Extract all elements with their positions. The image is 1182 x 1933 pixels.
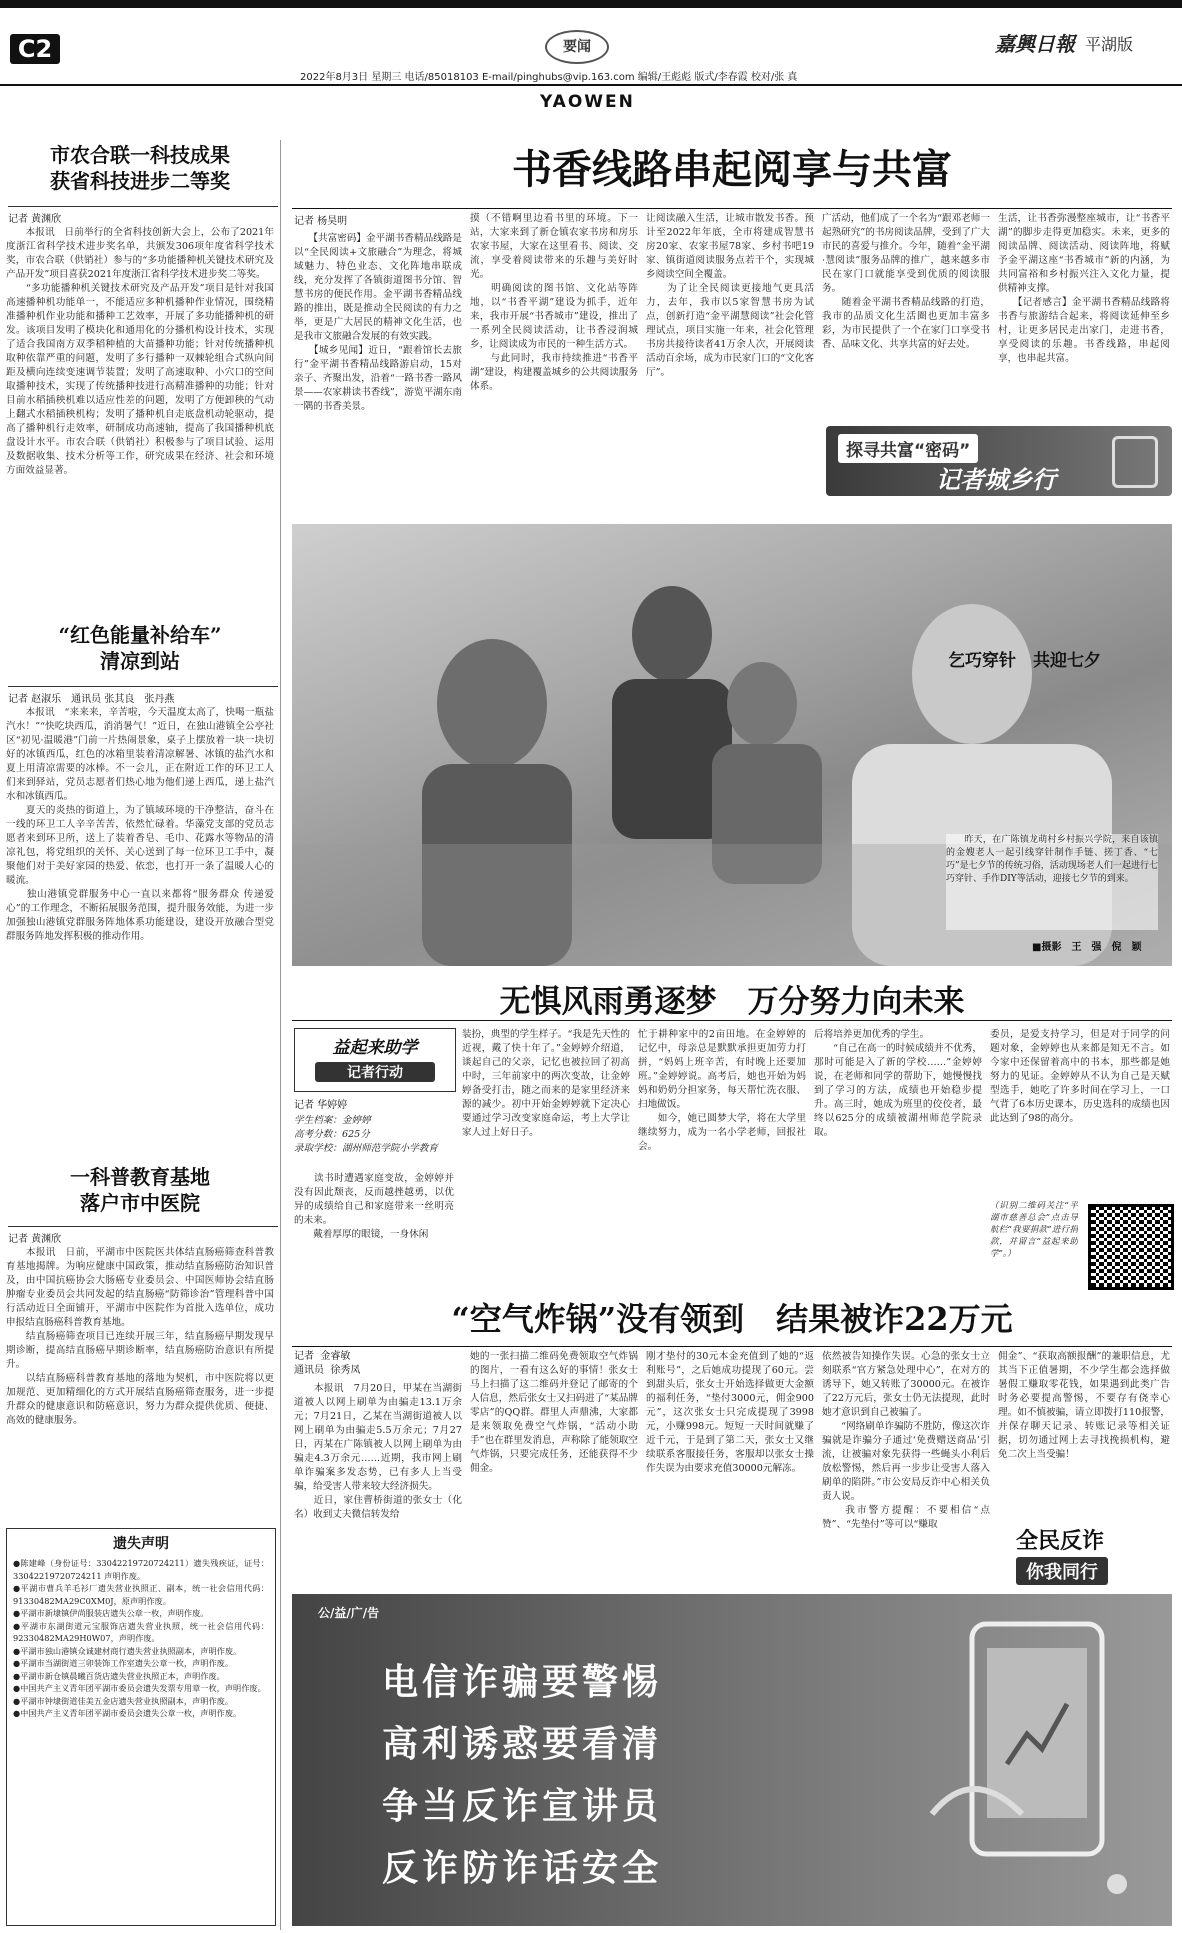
masthead-logo: 嘉興日報	[995, 32, 1075, 56]
ad-line-1: 电信诈骗要警惕	[382, 1661, 663, 1703]
donation-qr-code[interactable]	[1088, 1204, 1174, 1290]
article-6-col1: 本报讯 7月20日，甲某在当湖街道被人以网上刷单为由骗走13.1万余元；7月21日，乙某在当湖街道被人以网上刷单为由骗走5.5万余元；7月27日，丙某在广陈镇被人以网上刷单为由骗走4.3万余元……近期，我市网上刷单诈骗案多发态势，已有多人上当受骗，给受害人带来较大经济损失。 近日，家住曹桥街道的张女士（化名）收到丈夫微信转发给	[294, 1383, 462, 1520]
article-5-rule	[292, 1020, 1172, 1021]
article-4-byline: 记者 杨昊明	[294, 216, 348, 227]
lost-notice-box	[6, 1528, 276, 1926]
campaign-label	[294, 1028, 456, 1092]
article-5-byline: 记者 华婷婷	[294, 1100, 348, 1111]
article-1-title-line2: 获省科技进步二等奖	[50, 169, 230, 193]
article-5-col1: 读书时遭遇家庭变故，金婷婷并没有因此颓丧，反而越挫越勇，以优异的成绩给自己和家庭带来一丝明亮的未来。 戴着厚厚的眼镜，一身休闲	[294, 1173, 454, 1240]
header-rule	[0, 84, 1182, 86]
column-tag-banner	[826, 426, 1172, 496]
article-5-col3: 忙于耕种家中的2亩田地。在金婷婷的记忆中，母亲总是默默承担更加劳力打拼，“妈妈上班辛苦，有时晚上还要加班。”金婷婷说。高考后，她也开始为妈妈和奶奶分担家务，每天帮忙洗衣服、扫地做饭。 如今，她已圆梦大学，将在大学里继续努力，成为一名小学老师，回报社会。	[638, 1029, 806, 1152]
article-4-rule	[292, 208, 1172, 209]
article-4-col4: 广活动，他们成了一个名为“跟邓老师一起熟研究”的书房阅读品牌，受到了广大市民的喜爱与推介。今年，随着“金平湖·慧阅读”服务品牌的推广，越来越多市民在家门口就能享受到优质的阅读服务。 随着金平湖书香精品线路的打造，我市的品质文化生活圈也更加丰富多彩，为市民提供了一个在家门口享受书香、品味文化、共享共富的好去处。	[822, 213, 990, 350]
phone-warning-icon	[912, 1614, 1152, 1904]
article-1-byline: 记者 黄渊欣	[8, 206, 278, 225]
column-tag-title: 探寻共富“密码”	[838, 434, 978, 463]
column-tag-subtitle: 记者城乡行	[936, 465, 1056, 494]
public-service-ad	[292, 1594, 1172, 1926]
anti-fraud-tag	[1016, 1524, 1166, 1586]
article-6-col4: 依然被告知操作失误。心急的张女士立刻联系“官方紧急处理中心”，在对方的诱导下，她又转账了30000元。在被诈了22万元后，张女士仍无法提现，此时她才意识到自己被骗了。 “网络刷单诈骗防不胜防，像这次诈骗就是诈骗分子通过‘免费赠送商品’引流，让被骗对象先获得一些蝇头小利后放松警惕，然后再一步步让受害人落入刷单的陷阱。”市公安局反诈中心相关负责人说。 我市警方提醒：不要相信“点赞”、“先垫付”等可以“赚取	[822, 1351, 990, 1530]
edition-label: 平湖版	[1085, 35, 1134, 54]
article-1-headline	[0, 142, 280, 194]
ad-line-3: 争当反诈宣讲员	[382, 1785, 663, 1827]
article-6-headline: “空气炸锅”没有领到 结果被诈22万元	[451, 1300, 1013, 1338]
news-photo	[292, 524, 1172, 966]
article-1-body: 本报讯 日前举行的全省科技创新大会上，公布了2021年度浙江省科学技术进步奖名单，共颁发306项年度省科学技术奖，市农合联（供销社）参与的“多功能播种机关键技术研究及产品开发”项目喜获2021年度浙江省科学技术进步奖二等奖。 “多功能播种机关键技术研究及产品开发”项目是针对我国高速播种机功能单一，不能适应多种机播种作业情况，围绕精准播种机作业功能和播种工艺效率，开展了多功能播种机的研发。该项目发明了模块化和通用化的分播机构设计技术，实现了适合我国南方双季稻种植的大苗播种功能；针对传统播种机取种依靠严重的问题，发明了多行播种一双棘轮组合式纵向间距及横向连续变速调节装置；发明了高速取种、小穴口的空间取播种技术，实现了传统播种技进行高精准播种的功能；针对目前水稻插秧机难以适应性差的问题，发明了方便卸秧的气动上翻式水稻插秧机构；发明了播种机自走底盘机动轮驱动，提高了播种机行走效率，研制成功高速轴，提高了我国播种机底盘设计水平。市农合联（供销社）积极参与了项目试验、运用及数据收集、技术分析等工作，研究成果在经济、社会和环境方面效益显著。	[6, 227, 274, 476]
figure-4	[912, 604, 1032, 744]
figure-1	[437, 639, 547, 769]
article-2-title-line2: 清凉到站	[100, 649, 180, 673]
article-4-col3: 让阅读融入生活，让城市散发书香。预计至2022年年底，全市将建成智慧书房20家、农家书屋78家、乡村书吧19家、镇街道阅读服务点若干个，实现城乡阅读空间全覆盖。 为了让全民阅读更接地气更具活力，去年，我市以5家智慧书房为试点，创新打造“金平湖慧阅读”社会化管理试点，项目实施一年来，社会化管理书房共接待读者41万余人次，开展阅读活动百余场，成为市民家门口的“文化客厅”。	[646, 213, 814, 378]
column-divider	[280, 140, 281, 1930]
anti-fraud-tag-line1: 全民反诈	[1016, 1528, 1105, 1554]
article-2-body: 本报讯 “来来来，辛苦啦，今天温度太高了，快喝一瓶盐汽水！”“快吃块西瓜，消消暑气！”近日，在独山港镇全公亭社区“初见·温暖港”门前一片热闹景象，桌子上摆放着一块一块切好的冰镇西瓜，红色的冰箱里装着清凉解暑、冰镇的盐汽水和夏上用清凉需要的冰棒。不一会儿，正在附近工作的环卫工人们来到驿站，党员志愿者们热心地为他们递上西瓜，递上盐汽水和冰镇西瓜。 夏天的炎热的街道上，为了镇域环境的干净整洁，奋斗在一线的环卫工人辛辛苦苦，依然忙碌着。华藻党支部的党员志愿者来到环卫所，送上了装着香皂、毛巾、花露水等物品的清凉礼包，将党组织的关怀、关心送到了每一位环卫工手中，凝聚他们对于美好家园的热爱、依恋，也打开一条了温暖人心的暖流。 独山港镇党群服务中心一直以来都将“服务群众 传递爱心”的工作理念，不断拓展服务范围，提升服务效能，为进一步加强独山港镇党群服务阵地体系功能建设，建设开放融合型党群服务阵地发挥积极的推动作用。	[6, 707, 274, 942]
article-6-rule	[292, 1346, 1172, 1347]
ad-line-4: 反诈防诈话安全	[382, 1847, 663, 1889]
anti-fraud-tag-line2: 你我同行	[1016, 1557, 1108, 1585]
article-3-body: 本报讯 日前，平湖市中医院医共体结直肠癌筛查科普教育基地揭牌。为响应健康中国政策，推动结直肠癌防治知识普及，由中国抗癌协会大肠癌专业委员会、中国医师协会结直肠肿瘤专业委员会共同发起的结直肠癌“防筛诊治”管理科普中国行活动近日全面铺开，平湖市中医院作为首批入选单位，成功申报结直肠癌科普教育基地。 结直肠癌筛查项目已连续开展三年，结直肠癌早期发现早期诊断，提高结直肠癌早期诊断率，结直肠癌防治意识有所提升。 以结直肠癌科普教育基地的落地为契机，市中医院将以更加规范、更加精细化的方式开展结直肠癌筛查服务，进一步提升群众的健康意识和防癌意识，努力为群众提供优质、便捷、高效的健康服务。	[6, 1247, 274, 1426]
article-5-col2: 装扮，典型的学生样子。“我是先天性的近视，戴了快十年了。”金婷婷介绍道，谈起自己的父亲，记忆也被拉回了初高中时，三年前家中的两次变故，让金婷婷备受打击，随之而来的是家里经济来源的减少。初中开始金婷婷就下定决心要通过学习改变家庭命运，考上大学让家人过上好日子。	[462, 1029, 630, 1138]
article-6-col5: 佣金”、“获取高额报酬”的兼职信息，尤其当下正值暑期，不少学生都会选择做暑假工赚取零花钱，如果遇到此类广告时务必要提高警惕，不要存有侥幸心理。如不慎被骗，请立即拨打110报警，并保存聊天记录、转账记录等相关证据，切勿通过网上去寻找挽损机构，避免二次上当受骗！	[998, 1351, 1170, 1460]
lost-notice-body: ●陈建峰（身份证号：33042219720724211）遗失残疾证，证号：33042219720724211 声明作废。 ●平湖市曹兵羊毛衫厂遗失营业执照正、副本，统一社会信用代码：91330482MA29C0XM0J，原声明作废。 ●平湖市新埭镇伊尚服装店遗失公章一枚，声明作废。 ●平湖市东湖街道元宝服饰店遗失营业执照，统一社会信用代码：92330482MA29H0W07，声明作废。 ●平湖市独山港镇众诚建材商行遗失营业执照副本，声明作废。 ●平湖市当湖街道三卯装饰工作室遗失公章一枚，声明作废。 ●平湖市新仓镇晨曦百货店遗失营业执照正本，声明作废。 ●中国共产主义青年团平湖市委员会遗失发票专用章一枚，声明作废。 ●平湖市钟埭街道佳美五金店遗失营业执照副本，声明作废。 ●中国共产主义青年团平湖市委员会遗失公章一枚，声明作废。	[13, 1558, 269, 1718]
figure-2	[632, 586, 712, 682]
photo-caption: 昨天，在广陈镇龙萌村乡村振兴学院，来自该镇的金嫂老人一起引线穿针制作手链、搓丁香、“七巧”是七夕节的传统习俗，活动现场老人们一起进行七巧穿针、手作DIY等活动，迎接七夕节的到来。	[946, 834, 1158, 930]
article-5-headline: 无惧风雨勇逐梦 万分努力向未来	[499, 984, 965, 1020]
ad-label: 公/益/广/告	[318, 1606, 380, 1620]
article-6-col3: 刚才垫付的30元本金充值到了她的“返利账号”，之后她成功提现了60元。尝到甜头后，张女士开始选择做更大金额的福利任务，“垫付3000元，佣金900元”，这次张女士只完成提现了3998元，小赚998元。短短一天时间就赚了近千元，于是到了第二天，张女士又继续联系客服接任务，客服却以张女士操作失误为由要求充值30000元解冻。	[646, 1351, 814, 1474]
article-4-headline: 书香线路串起阅享与共富	[512, 146, 952, 193]
donation-note: （识别二维码关注“平湖市慈善总会”点击导航栏“我要捐款”进行捐款，并留言“益起来助学”。）	[990, 1201, 1078, 1259]
article-3-title-line2: 落户市中医院	[80, 1191, 200, 1215]
article-6-byline: 记者 金睿敏 通讯员 徐秀凤	[294, 1351, 361, 1376]
page-number: C2	[10, 34, 60, 64]
article-4-col1: 【共富密码】金平湖书香精品线路是以“全民阅读+文旅融合”为理念，将城域魅力、特色业态、文化阵地串联成线，充分发挥了各镇街道图书分馆、智慧书房的便民作用。金平湖书香精品线路的推出，既是推动全民阅读的有力之举，更是广大居民的精神文化生活，也是我市文旅融合发展的有效实践。 【城乡见闻】近日，“跟着馆长去旅行”金平湖书香精品线路游启动，15对亲子、齐聚出发，沿着“一路书香一路风景——农家耕读书香线”，游览平湖东南一隅的书香美景。	[294, 233, 462, 412]
article-5-col4: 后将培养更加优秀的学生。 “自己在高一的时候成绩并不优秀，那时可能是入了新的学校……”金婷婷说，在老师和同学的帮助下，她慢慢找到了学习的方法，成绩也开始稳步提升。高三时，她成为班里的佼佼者，最终以625分的成绩被湖州师范学院录取。	[814, 1029, 982, 1138]
top-bar	[0, 0, 1182, 8]
campaign-label-bottom: 记者行动	[315, 1062, 435, 1082]
article-2-byline: 记者 赵淑乐 通讯员 张其良 张丹燕	[8, 686, 278, 705]
article-1-title-line1: 市农合联一科技成果	[50, 143, 230, 167]
section-badge: 要闻	[545, 30, 609, 64]
article-4-col5: 生活，让书香弥漫整座城市，让“书香平湖”的脚步走得更加稳实。未来，更多的阅读品牌、阅读活动、阅读阵地，将赋予金平湖这座“书香城市”新的内涵，为共同富裕和乡村振兴注入文化力量，提供精神支撑。 【记者感言】金平湖书香精品线路将书香与旅游结合起来，将阅读延伸至乡村，让更多居民走出家门，走进书香，享受阅读的乐趣。书香线路，串起阅享，也串起共富。	[998, 213, 1170, 364]
student-profile: 学生档案：金婷婷 高考分数：625分 录取学校：湖州师范学院小学教育	[294, 1115, 438, 1154]
photo-credit: ■摄影 王 强 倪 颖	[1032, 942, 1142, 953]
photo-title: 乞巧穿针 共迎七夕	[948, 651, 1101, 671]
article-6-col2: 她的一张扫描二维码免费领取空气炸锅的图片，一看有这么好的事情！张女士马上扫描了这二维码并登记了邮寄的个人信息，然后张女士又扫码进了“某品牌零店”的QQ群。群里人声鼎沸，大家都是来领取免费空气炸锅，“活动小助手”也在群里发消息，声称除了能领取空气炸锅，只要完成任务，还能获得不少佣金。	[470, 1351, 638, 1474]
article-3-headline	[0, 1164, 280, 1216]
issue-info: 2022年8月3日 星期三 电话/85018103 E-mail/pinghubs@vip.163.com 编辑/王彪彪 版式/李春霞 校对/张 真	[300, 72, 798, 83]
article-5-col5: 委员，是爱支持学习，但是对于同学的问题对象，金婷婷也从来都是知无不言。如今家中还保留着高中的书本，那些都是她努力的见证。金婷婷从不认为自己是天赋型选手，她吃了许多时间在学习上，一口气背了6本历史课本，历史选科的成绩也因此达到了98的高分。	[990, 1029, 1170, 1124]
article-2-title-line1: “红色能量补给车”	[58, 623, 222, 647]
section-en: YAOWEN	[540, 92, 635, 112]
lost-notice-title: 遗失声明	[113, 1536, 169, 1552]
lock-icon	[1112, 436, 1158, 488]
ad-line-2: 高利诱惑要看清	[382, 1723, 663, 1765]
article-4-col2: 摸（不错啊里边看书里的环境。下一站，大家来到了新仓镇农家书房和房乐农家书屋，大家在这里看书、阅读、交流，享受着阅读带来的乐趣与美好时光。 明确阅读的图书馆、文化站等阵地，以“书香平湖”建设为抓手，近年来，我市开展“书香城市”建设，推出了一系列全民阅读活动，让书香浸润城乡，让阅读成为市民的一种生活方式。 与此同时，我市持续推进“书香平湖”建设，构建覆盖城乡的公共阅读服务体系。	[470, 213, 638, 392]
article-3-title-line1: 一科普教育基地	[70, 1165, 210, 1189]
campaign-label-top: 益起来助学	[332, 1038, 418, 1058]
figure-3	[727, 662, 797, 746]
article-3-byline: 记者 黄渊欣	[8, 1226, 278, 1245]
article-2-headline	[0, 622, 280, 674]
